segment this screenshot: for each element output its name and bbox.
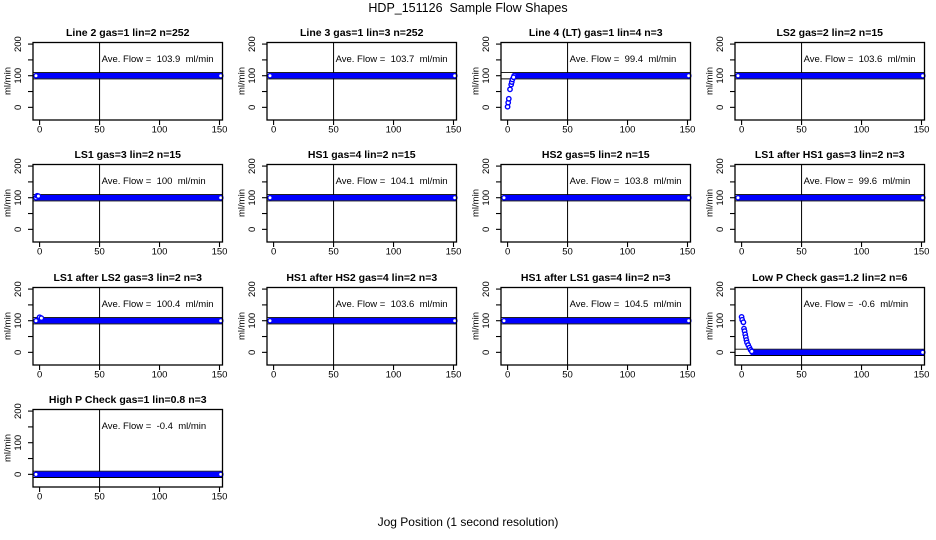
y-tick-label: 200 — [12, 36, 24, 53]
y-tick-label: 100 — [714, 189, 726, 206]
subplot-cell-3 — [702, 22, 936, 144]
x-tick-label: 50 — [94, 246, 105, 258]
subplot-cell-1 — [234, 22, 468, 144]
subplot-title: HS1 after HS2 gas=4 lin=2 n=3 — [286, 272, 438, 284]
figure-title: HDP_151126 Sample Flow Shapes — [368, 1, 568, 15]
y-tick-label: 0 — [12, 104, 24, 110]
subplot-canvas-5 — [234, 144, 468, 266]
x-axis-label: Jog Position (1 second resolution) — [377, 515, 559, 529]
x-tick-label: 100 — [385, 369, 402, 381]
subplot-cell-8 — [0, 267, 234, 389]
x-tick-label: 100 — [151, 124, 168, 136]
data-point — [36, 194, 40, 198]
y-axis-unit-label: ml/min — [2, 67, 14, 95]
subplot-canvas-8 — [0, 267, 234, 389]
subplot-canvas-3 — [702, 22, 936, 144]
ave-flow-annotation: Ave. Flow = 100.4 ml/min — [101, 299, 214, 310]
x-tick-label: 100 — [619, 369, 636, 381]
ave-flow-annotation: Ave. Flow = 103.6 ml/min — [803, 54, 916, 65]
ave-flow-annotation: Ave. Flow = 99.6 ml/min — [803, 176, 911, 187]
x-tick-label: 0 — [36, 246, 43, 258]
subplot-canvas-7 — [702, 144, 936, 266]
x-tick-label: 0 — [36, 491, 43, 503]
x-tick-label: 50 — [796, 124, 807, 136]
subplot-title: LS1 after LS2 gas=3 lin=2 n=3 — [53, 272, 203, 284]
subplot-cell-9 — [234, 267, 468, 389]
x-tick-label: 100 — [853, 124, 870, 136]
subplot-title: HS1 after LS1 gas=4 lin=2 n=3 — [520, 272, 671, 284]
subplot-cell-5 — [234, 144, 468, 266]
x-tick-label: 50 — [562, 246, 573, 258]
data-point — [511, 75, 515, 79]
y-tick-label: 0 — [714, 104, 726, 110]
data-point — [268, 319, 272, 323]
x-tick-label: 150 — [211, 369, 228, 381]
x-tick-label: 100 — [385, 124, 402, 136]
x-tick-label: 0 — [36, 124, 43, 136]
x-tick-label: 150 — [211, 246, 228, 258]
x-tick-label: 0 — [738, 124, 745, 136]
data-point — [507, 97, 511, 101]
y-tick-label: 0 — [480, 226, 492, 232]
y-tick-label: 0 — [246, 226, 258, 232]
y-tick-label: 200 — [12, 281, 24, 298]
x-tick-label: 150 — [913, 246, 930, 258]
y-tick-label: 0 — [12, 349, 24, 355]
subplot-canvas-12 — [0, 389, 234, 511]
y-tick-label: 200 — [12, 158, 24, 175]
ave-flow-annotation: Ave. Flow = 99.4 ml/min — [569, 54, 677, 65]
subplot-cell-4 — [0, 144, 234, 266]
y-tick-label: 0 — [714, 226, 726, 232]
y-axis-unit-label: ml/min — [704, 189, 716, 217]
ave-flow-annotation: Ave. Flow = 104.5 ml/min — [569, 299, 682, 310]
subplot-canvas-6 — [468, 144, 702, 266]
data-point — [34, 472, 38, 476]
x-tick-label: 50 — [94, 491, 105, 503]
x-tick-label: 100 — [151, 246, 168, 258]
y-tick-label: 100 — [12, 67, 24, 84]
data-point — [736, 196, 740, 200]
x-tick-label: 150 — [445, 369, 462, 381]
subplot-cell-10 — [468, 267, 702, 389]
y-tick-label: 200 — [246, 281, 258, 298]
y-tick-label: 100 — [12, 189, 24, 206]
x-tick-label: 0 — [270, 369, 277, 381]
subplot-title: Line 2 gas=1 lin=2 n=252 — [66, 27, 190, 39]
x-tick-label: 0 — [504, 369, 511, 381]
y-axis-unit-label: ml/min — [2, 434, 14, 462]
y-tick-label: 100 — [480, 312, 492, 329]
x-tick-label: 50 — [796, 369, 807, 381]
subplot-title: Low P Check gas=1.2 lin=2 n=6 — [752, 272, 908, 284]
y-tick-label: 100 — [246, 67, 258, 84]
x-tick-label: 0 — [738, 246, 745, 258]
subplot-title: High P Check gas=1 lin=0.8 n=3 — [48, 394, 207, 406]
x-tick-label: 150 — [445, 246, 462, 258]
data-point — [502, 196, 506, 200]
y-tick-label: 0 — [714, 349, 726, 355]
y-tick-label: 100 — [714, 312, 726, 329]
subplot-canvas-2 — [468, 22, 702, 144]
y-tick-label: 200 — [246, 36, 258, 53]
ave-flow-annotation: Ave. Flow = -0.6 ml/min — [803, 299, 909, 310]
subplot-title: HS1 gas=4 lin=2 n=15 — [307, 149, 416, 161]
subplot-title: LS1 gas=3 lin=2 n=15 — [74, 149, 182, 161]
x-tick-label: 0 — [36, 369, 43, 381]
subplot-canvas-9 — [234, 267, 468, 389]
x-tick-label: 100 — [385, 246, 402, 258]
subplot-cell-11 — [702, 267, 936, 389]
y-tick-label: 0 — [246, 104, 258, 110]
data-point — [502, 319, 506, 323]
subplot-title: LS1 after HS1 gas=3 lin=2 n=3 — [754, 149, 905, 161]
x-tick-label: 100 — [619, 246, 636, 258]
subplot-canvas-11 — [702, 267, 936, 389]
x-tick-label: 0 — [270, 124, 277, 136]
x-tick-label: 100 — [151, 491, 168, 503]
y-tick-label: 200 — [480, 281, 492, 298]
y-axis-unit-label: ml/min — [704, 312, 716, 340]
y-tick-label: 100 — [12, 312, 24, 329]
x-tick-label: 0 — [738, 369, 745, 381]
data-point — [750, 349, 754, 353]
x-tick-label: 150 — [445, 124, 462, 136]
y-axis-unit-label: ml/min — [2, 189, 14, 217]
subplot-canvas-4 — [0, 144, 234, 266]
subplot-cell-12 — [0, 389, 234, 511]
x-tick-label: 50 — [328, 124, 339, 136]
subplot-title: Line 3 gas=1 lin=3 n=252 — [300, 27, 424, 39]
y-tick-label: 100 — [480, 67, 492, 84]
x-tick-label: 0 — [504, 246, 511, 258]
y-axis-unit-label: ml/min — [704, 67, 716, 95]
data-point — [34, 74, 38, 78]
data-point — [736, 74, 740, 78]
y-tick-label: 200 — [714, 158, 726, 175]
y-tick-label: 100 — [714, 67, 726, 84]
x-tick-label: 50 — [562, 124, 573, 136]
x-tick-label: 50 — [796, 246, 807, 258]
subplot-title: HS2 gas=5 lin=2 n=15 — [541, 149, 650, 161]
y-tick-label: 200 — [480, 158, 492, 175]
subplot-cell-2 — [468, 22, 702, 144]
y-tick-label: 200 — [480, 36, 492, 53]
y-axis-unit-label: ml/min — [236, 312, 248, 340]
data-point — [39, 316, 43, 320]
ave-flow-annotation: Ave. Flow = 103.9 ml/min — [101, 54, 214, 65]
y-tick-label: 100 — [12, 434, 24, 451]
subplot-canvas-10 — [468, 267, 702, 389]
data-point — [741, 320, 745, 324]
data-point — [508, 87, 512, 91]
x-tick-label: 50 — [94, 369, 105, 381]
x-tick-label: 50 — [328, 246, 339, 258]
ave-flow-annotation: Ave. Flow = -0.4 ml/min — [101, 421, 207, 432]
subplot-title: Line 4 (LT) gas=1 lin=4 n=3 — [528, 27, 663, 39]
data-point — [268, 196, 272, 200]
y-tick-label: 0 — [12, 471, 24, 477]
x-tick-label: 100 — [151, 369, 168, 381]
x-tick-label: 100 — [853, 369, 870, 381]
y-axis-unit-label: ml/min — [470, 312, 482, 340]
x-tick-label: 100 — [853, 246, 870, 258]
x-tick-label: 150 — [913, 369, 930, 381]
ave-flow-annotation: Ave. Flow = 103.8 ml/min — [569, 176, 682, 187]
y-tick-label: 200 — [714, 281, 726, 298]
y-axis-unit-label: ml/min — [236, 67, 248, 95]
y-axis-unit-label: ml/min — [470, 67, 482, 95]
y-tick-label: 0 — [246, 349, 258, 355]
y-tick-label: 200 — [714, 36, 726, 53]
x-tick-label: 0 — [270, 246, 277, 258]
x-tick-label: 150 — [913, 124, 930, 136]
ave-flow-annotation: Ave. Flow = 104.1 ml/min — [335, 176, 448, 187]
subplot-cell-6 — [468, 144, 702, 266]
subplot-canvas-1 — [234, 22, 468, 144]
data-point — [268, 74, 272, 78]
y-tick-label: 0 — [480, 349, 492, 355]
ave-flow-annotation: Ave. Flow = 100 ml/min — [101, 176, 206, 187]
y-tick-label: 100 — [246, 312, 258, 329]
y-tick-label: 0 — [12, 226, 24, 232]
subplot-title: LS2 gas=2 lin=2 n=15 — [776, 27, 884, 39]
y-tick-label: 100 — [480, 189, 492, 206]
x-tick-label: 50 — [562, 369, 573, 381]
x-tick-label: 100 — [619, 124, 636, 136]
x-tick-label: 150 — [211, 124, 228, 136]
y-axis-unit-label: ml/min — [236, 189, 248, 217]
x-tick-label: 50 — [94, 124, 105, 136]
ave-flow-annotation: Ave. Flow = 103.7 ml/min — [335, 54, 448, 65]
x-tick-label: 150 — [679, 246, 696, 258]
subplot-cell-7 — [702, 144, 936, 266]
subplot-cell-0 — [0, 22, 234, 144]
x-tick-label: 150 — [679, 369, 696, 381]
x-tick-label: 0 — [504, 124, 511, 136]
subplot-canvas-0 — [0, 22, 234, 144]
y-axis-unit-label: ml/min — [2, 312, 14, 340]
y-tick-label: 100 — [246, 189, 258, 206]
y-tick-label: 200 — [246, 158, 258, 175]
x-tick-label: 150 — [211, 491, 228, 503]
x-tick-label: 150 — [679, 124, 696, 136]
y-tick-label: 200 — [12, 403, 24, 420]
y-axis-unit-label: ml/min — [470, 189, 482, 217]
ave-flow-annotation: Ave. Flow = 103.6 ml/min — [335, 299, 448, 310]
y-tick-label: 0 — [480, 104, 492, 110]
x-tick-label: 50 — [328, 369, 339, 381]
